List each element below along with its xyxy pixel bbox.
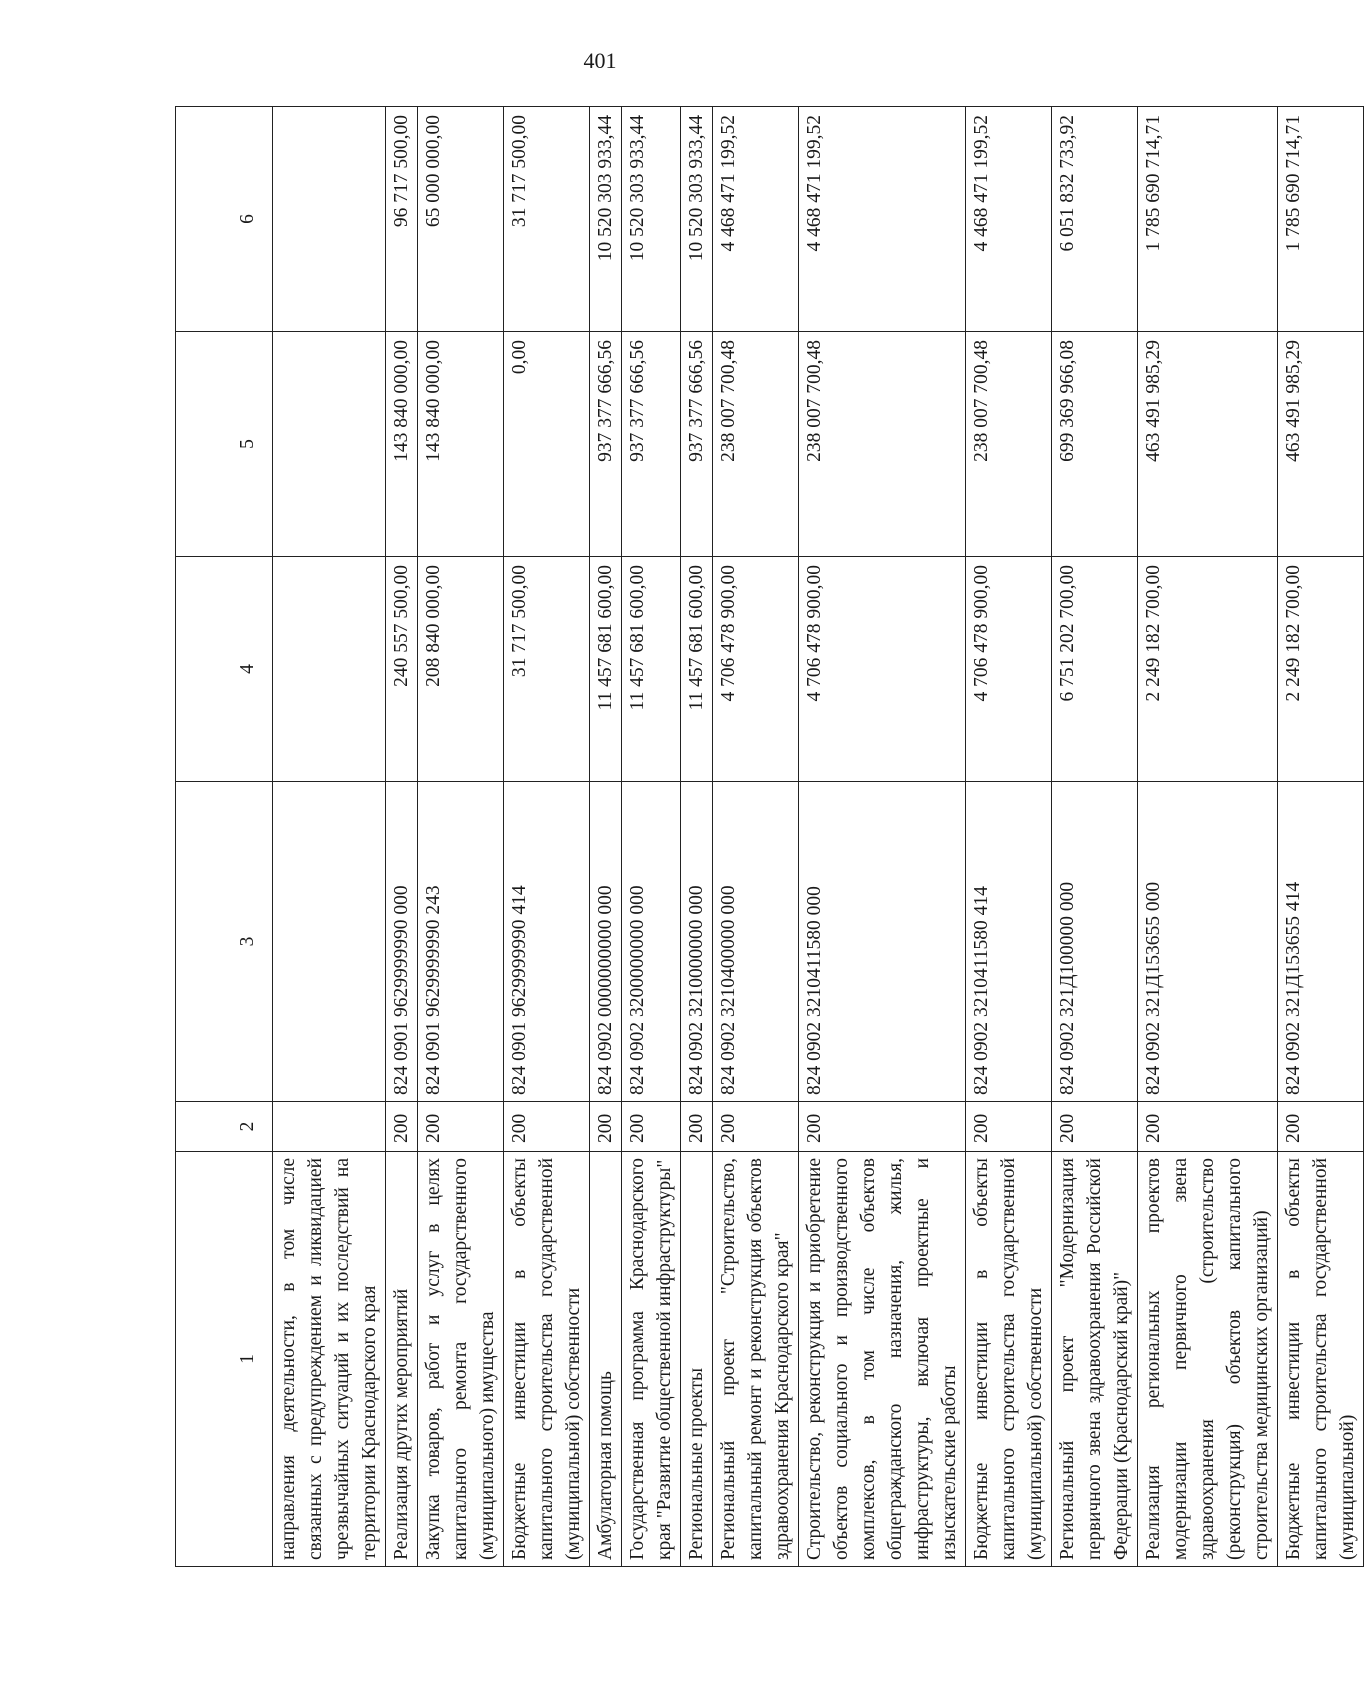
row-value-col4	[273, 557, 386, 782]
table-row	[966, 107, 1052, 1567]
row-value-col4: 240 557 500,00	[386, 557, 418, 782]
row-value-col4: 6 751 202 700,00	[1052, 557, 1138, 782]
row-kbk-cell: 824 0902 321Д153655 414	[1278, 782, 1364, 1102]
row-value-col6: 10 520 303 933,44	[590, 107, 622, 332]
row-value-col4: 2 249 182 700,00	[1138, 557, 1278, 782]
table-row	[590, 107, 622, 1567]
row-value-col6: 10 520 303 933,44	[681, 107, 713, 332]
row-value-col6: 96 717 500,00	[386, 107, 418, 332]
row-code-cell: 200	[681, 1102, 713, 1152]
row-value-col6	[273, 107, 386, 332]
row-value-col5: 699 369 966,08	[1052, 332, 1138, 557]
row-code-cell: 200	[590, 1102, 622, 1152]
table-row	[418, 107, 504, 1567]
row-value-col5: 937 377 666,56	[622, 332, 681, 557]
column-header-1: 1	[176, 1152, 273, 1567]
row-code-cell: 200	[1138, 1102, 1278, 1152]
table-row	[1052, 107, 1138, 1567]
row-name-cell: Реализация других мероприятий	[386, 1152, 418, 1567]
row-value-col6: 6 051 832 733,92	[1052, 107, 1138, 332]
row-name-cell: Бюджетные инвестиции в объекты капитального строительства государственной (муниципальной)	[1278, 1152, 1364, 1567]
row-value-col5: 937 377 666,56	[590, 332, 622, 557]
row-kbk-cell: 824 0901 9629999990 243	[418, 782, 504, 1102]
row-code-cell: 200	[418, 1102, 504, 1152]
table-row	[386, 107, 418, 1567]
table-row	[1138, 107, 1278, 1567]
row-value-col5: 238 007 700,48	[799, 332, 966, 557]
row-kbk-cell: 824 0901 9629999990 414	[504, 782, 590, 1102]
table-row	[681, 107, 713, 1567]
row-kbk-cell: 824 0902 3210411580 414	[966, 782, 1052, 1102]
row-name-cell: Закупка товаров, работ и услуг в целях капитального ремонта государственного (муниципального) имущества	[418, 1152, 504, 1567]
row-kbk-cell	[273, 782, 386, 1102]
row-value-col4: 4 706 478 900,00	[966, 557, 1052, 782]
table-row	[504, 107, 590, 1567]
row-code-cell: 200	[966, 1102, 1052, 1152]
row-name-cell: Региональный проект "Модернизация первичного звена здравоохранения Российской Федерации (Краснодарский край)"	[1052, 1152, 1138, 1567]
row-value-col6: 65 000 000,00	[418, 107, 504, 332]
table-row	[799, 107, 966, 1567]
row-name-cell: Бюджетные инвестиции в объекты капитального строительства государственной (муниципальной) собственности	[504, 1152, 590, 1567]
column-header-5: 5	[176, 332, 273, 557]
row-kbk-cell: 824 0902 321Д153655 000	[1138, 782, 1278, 1102]
row-kbk-cell: 824 0902 3200000000 000	[622, 782, 681, 1102]
row-value-col6: 1 785 690 714,71	[1278, 107, 1364, 332]
row-value-col4: 31 717 500,00	[504, 557, 590, 782]
column-header-2: 2	[176, 1102, 273, 1152]
row-value-col5: 463 491 985,29	[1138, 332, 1278, 557]
row-kbk-cell: 824 0902 321Д100000 000	[1052, 782, 1138, 1102]
column-header-3: 3	[176, 782, 273, 1102]
row-value-col6: 4 468 471 199,52	[799, 107, 966, 332]
row-value-col5: 0,00	[504, 332, 590, 557]
table-row	[622, 107, 681, 1567]
row-name-cell: Региональные проекты	[681, 1152, 713, 1567]
row-kbk-cell: 824 0902 3210411580 000	[799, 782, 966, 1102]
row-name-cell: Амбулаторная помощь	[590, 1152, 622, 1567]
row-value-col5: 238 007 700,48	[966, 332, 1052, 557]
row-value-col4: 4 706 478 900,00	[713, 557, 799, 782]
row-name-cell: Государственная программа Краснодарского края "Развитие общественной инфраструктуры"	[622, 1152, 681, 1567]
table-row	[713, 107, 799, 1567]
rotated-table-container	[175, 107, 1358, 1567]
row-kbk-cell: 824 0902 0000000000 000	[590, 782, 622, 1102]
row-value-col6: 31 717 500,00	[504, 107, 590, 332]
row-code-cell: 200	[622, 1102, 681, 1152]
header-row	[176, 107, 273, 1567]
row-value-col5	[273, 332, 386, 557]
row-value-col6: 10 520 303 933,44	[622, 107, 681, 332]
row-value-col4: 4 706 478 900,00	[799, 557, 966, 782]
row-name-cell: Региональный проект "Строительство, капитальный ремонт и реконструкция объектов здравоохранения Краснодарского края"	[713, 1152, 799, 1567]
table-row	[1278, 107, 1364, 1567]
row-kbk-cell: 824 0901 9629999990 000	[386, 782, 418, 1102]
row-kbk-cell: 824 0902 3210400000 000	[713, 782, 799, 1102]
row-value-col5: 463 491 985,29	[1278, 332, 1364, 557]
row-code-cell: 200	[504, 1102, 590, 1152]
table-row	[273, 107, 386, 1567]
row-value-col5: 143 840 000,00	[386, 332, 418, 557]
row-code-cell: 200	[1278, 1102, 1364, 1152]
page-number: 401	[583, 48, 617, 73]
row-value-col6: 1 785 690 714,71	[1138, 107, 1278, 332]
row-value-col4: 11 457 681 600,00	[622, 557, 681, 782]
budget-table	[175, 106, 1364, 1567]
row-name-cell: Строительство, реконструкция и приобретение объектов социального и производственного комплексов, в том числе объектов общегражданского назначения, жилья, инфраструктуры, включая проектные и изыскательские работы	[799, 1152, 966, 1567]
row-value-col6: 4 468 471 199,52	[966, 107, 1052, 332]
row-code-cell: 200	[1052, 1102, 1138, 1152]
row-value-col6: 4 468 471 199,52	[713, 107, 799, 332]
column-header-4: 4	[176, 557, 273, 782]
row-code-cell: 200	[713, 1102, 799, 1152]
row-value-col4: 11 457 681 600,00	[590, 557, 622, 782]
row-code-cell: 200	[386, 1102, 418, 1152]
row-name-cell: Бюджетные инвестиции в объекты капитального строительства государственной (муниципальной) собственности	[966, 1152, 1052, 1567]
row-value-col5: 143 840 000,00	[418, 332, 504, 557]
row-value-col4: 208 840 000,00	[418, 557, 504, 782]
row-name-cell: направления деятельности, в том числе связанных с предупреждением и ликвидацией чрезвычайных ситуаций и их последствий на территории Краснодарского края	[273, 1152, 386, 1567]
row-value-col4: 2 249 182 700,00	[1278, 557, 1364, 782]
row-value-col4: 11 457 681 600,00	[681, 557, 713, 782]
row-kbk-cell: 824 0902 3210000000 000	[681, 782, 713, 1102]
row-value-col5: 937 377 666,56	[681, 332, 713, 557]
row-name-cell: Реализация региональных проектов модернизации первичного звена здравоохранения (строительство (реконструкция) объектов капитального строительства медицинских организаций)	[1138, 1152, 1278, 1567]
column-header-6: 6	[176, 107, 273, 332]
row-value-col5: 238 007 700,48	[713, 332, 799, 557]
row-code-cell	[273, 1102, 386, 1152]
row-code-cell: 200	[799, 1102, 966, 1152]
